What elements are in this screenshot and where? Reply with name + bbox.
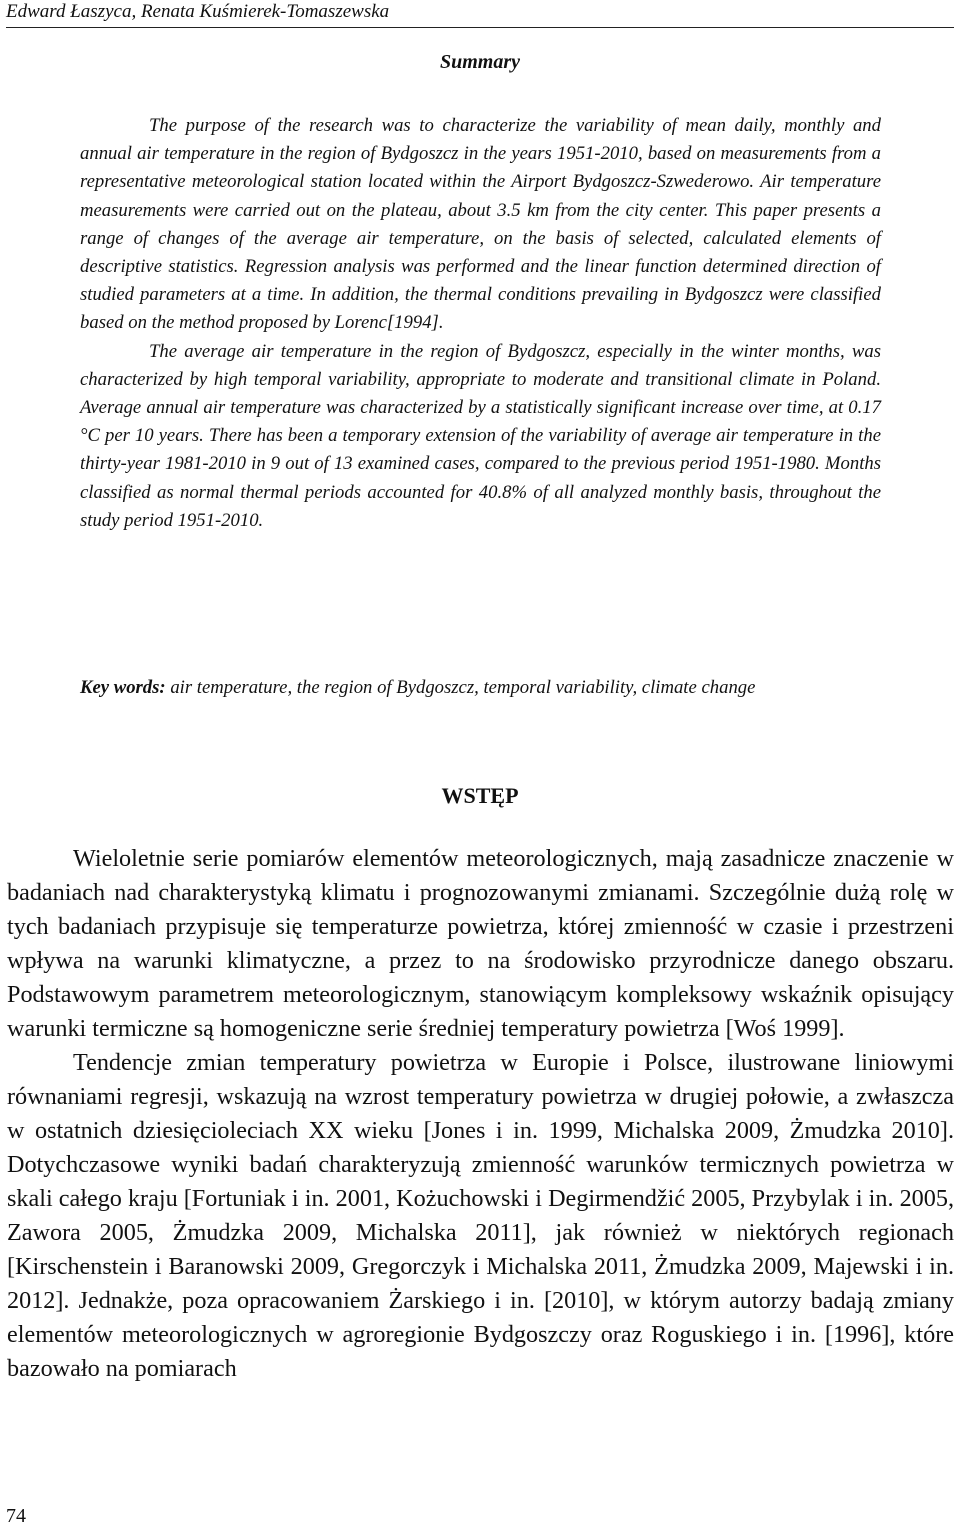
summary-title: Summary: [439, 51, 521, 73]
summary-paragraph-2: The average air temperature in the region of Bydgoszcz, especially in the winter months, was characterized by high temporal variability, appropriate to moderate and transitional climate in Poland. Average annual air temperature was characterized by a statistically significant increase over time, at 0.17 °C per 10 years. There has been a temporary extension of the variability of average air temperature in the thirty-year 1981-2010 in 9 out of 13 examined cases, compared to the previous period 1951-1980. Months classified as normal thermal periods accounted for 40.8% of all analyzed monthly basis, throughout the study period 1951-2010.: [80, 340, 881, 531]
keywords-label: Key words:: [80, 677, 166, 698]
keywords-text: air temperature, the region of Bydgoszcz, temporal variability, climate change: [165, 677, 756, 698]
keywords-line: [80, 674, 881, 702]
body-paragraph-1: Wieloletnie serie pomiarów elementów meteorologicznych, mają zasadnicze znaczenie w badaniach nad charakterystyką klimatu i prognozowanymi zmianami. Szczególnie dużą rolę w tych badaniach przypisuje się temperaturze powietrza, której zmienność w czasie i przestrzeni wpływa na warunki klimatyczne, a przez to na środowisko przyrodnicze danego obszaru. Podstawowym parametrem meteorologicznym, stanowiącym kompleksowy wskaźnik opisujący warunki termiczne są homogeniczne serie średniej temperatury powietrza [Woś 1999].: [7, 845, 954, 1042]
summary-abstract: [80, 112, 881, 535]
section-body: [7, 842, 954, 1386]
running-header-authors: Edward Łaszyca, Renata Kuśmierek-Tomaszewska: [6, 0, 954, 28]
section-heading-wstep: WSTĘP: [441, 783, 519, 808]
page-number: 74: [6, 1505, 26, 1527]
body-paragraph-2: Tendencje zmian temperatury powietrza w Europie i Polsce, ilustrowane liniowymi równaniami regresji, wskazują na wzrost temperatury powietrza w drugiej połowie, a zwłaszcza w ostatnich dziesięcioleciach XX wieku [Jones i in. 1999, Michalska 2009, Żmudzka 2010]. Dotychczasowe wyniki badań charakteryzują zmienność warunków termicznych powietrza w skali całego kraju [Fortuniak i in. 2001, Kożuchowski i Degirmendžić 2005, Przybylak i in. 2005, Zawora 2005, Żmudzka 2009, Michalska 2011], jak również w niektórych regionach [Kirschenstein i Baranowski 2009, Gregorczyk i Michalska 2011, Żmudzka 2009, Majewski i in. 2012]. Jednakże, poza opracowaniem Żarskiego i in. [2010], w którym autorzy badają zmiany elementów meteorologicznych w agroregionie Bydgoszczy oraz Roguskiego i in. [1996], które bazowało na pomiarach: [7, 1049, 954, 1382]
summary-paragraph-1: The purpose of the research was to characterize the variability of mean daily, monthly and annual air temperature in the region of Bydgoszcz in the years 1951-2010, based on measurements from a representative meteorological station located within the Airport Bydgoszcz-Szwederowo. Air temperature measurements were carried out on the plateau, about 3.5 km from the city center. This paper presents a range of changes of the average air temperature, on the basis of selected, calculated elements of descriptive statistics. Regression analysis was performed and the linear function determined direction of studied parameters at a time. In addition, the thermal conditions prevailing in Bydgoszcz were classified based on the method proposed by Lorenc[1994].: [80, 115, 881, 334]
